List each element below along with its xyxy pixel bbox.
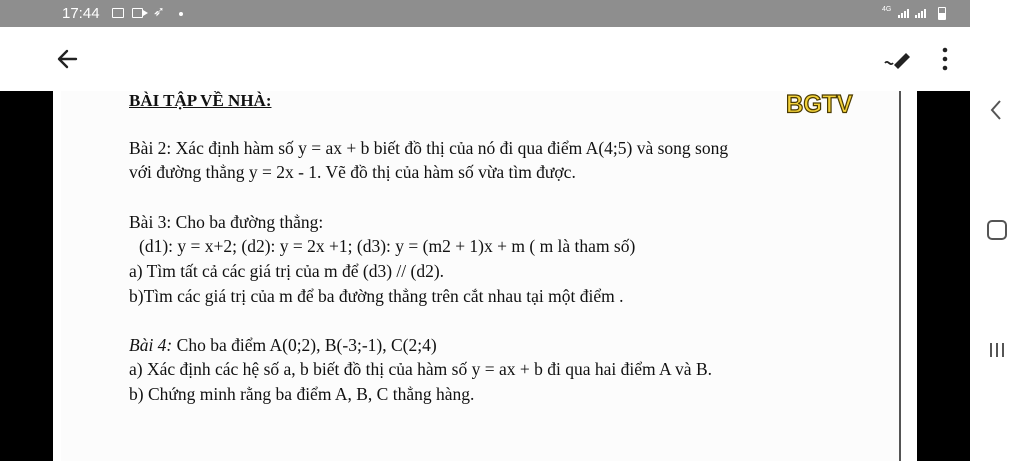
nav-back-button[interactable] <box>985 94 1009 126</box>
bai3-lines: (d1): y = x+2; (d2): y = 2x +1; (d3): y = (m2 + 1)x + m ( m là tham số) <box>139 236 636 256</box>
edit-button[interactable] <box>882 45 914 73</box>
signal-icon <box>915 9 926 18</box>
signal-icon <box>898 9 909 18</box>
app-bar <box>0 27 970 91</box>
more-options-button[interactable] <box>934 45 956 73</box>
nav-recent-icon <box>987 340 1007 360</box>
document-image <box>53 91 917 461</box>
document-page <box>61 91 901 461</box>
document-heading: BÀI TẬP VỀ NHÀ: <box>129 91 272 110</box>
network-type: 4G <box>882 6 892 13</box>
bai3-intro: Bài 3: Cho ba đường thẳng: <box>129 212 324 232</box>
letterbox-bar <box>917 91 970 461</box>
status-time: 17:44 <box>62 5 100 22</box>
more-vertical-icon <box>934 45 956 73</box>
bai2-line1: Bài 2: Xác định hàm số y = ax + b biết đồ thị của nó đi qua điểm A(4;5) và song song <box>129 138 729 158</box>
bai4-part-a: a) Xác định các hệ số a, b biết đồ thị của hàm số y = ax + b đi qua hai điểm A và B. <box>129 359 712 379</box>
nav-home-button[interactable] <box>987 220 1007 240</box>
gallery-icon <box>112 8 124 18</box>
bai3-part-b: b)Tìm các giá trị của m để ba đường thẳng trên cắt nhau tại một điểm . <box>129 286 624 306</box>
bai3-part-a: a) Tìm tất cả các giá trị của m để (d3) // (d2). <box>129 261 445 281</box>
navigation-bar <box>970 0 1024 461</box>
bgtv-logo: BGTV <box>786 91 853 119</box>
video-icon <box>132 8 143 18</box>
notification-dot-icon <box>179 12 183 16</box>
nav-back-icon <box>985 94 1009 126</box>
pen-icon <box>882 45 914 73</box>
status-bar <box>0 0 970 27</box>
bai2-line2: với đường thẳng y = 2x - 1. Vẽ đồ thị của hàm số vừa tìm được. <box>129 162 576 182</box>
back-button[interactable] <box>52 45 84 73</box>
bai4-intro: Bài 4: Cho ba điểm A(0;2), B(-3;-1), C(2;4) <box>129 335 437 355</box>
send-icon: ➶ <box>153 3 165 19</box>
nav-recent-button[interactable] <box>987 340 1007 360</box>
bai4-part-b: b) Chứng minh rằng ba điểm A, B, C thẳng hàng. <box>129 384 475 404</box>
battery-icon <box>938 7 946 20</box>
arrow-left-icon <box>52 45 84 73</box>
